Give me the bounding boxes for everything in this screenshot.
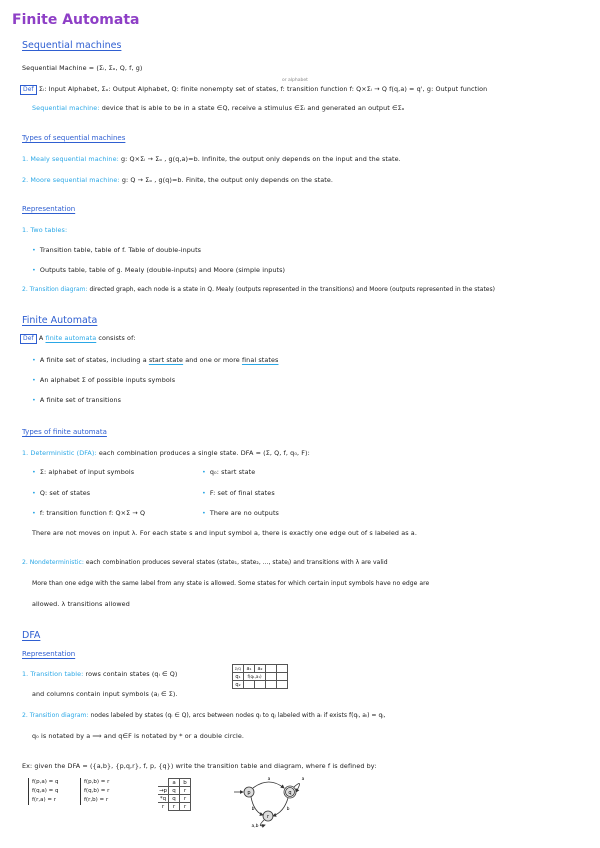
moore-term: 2. Moore sequential machine:	[22, 176, 120, 184]
mini-table-corner: Σ/Q	[233, 665, 244, 673]
mini-table-cell	[266, 673, 277, 681]
mini-table-col: a₂	[255, 665, 266, 673]
def-badge: Def	[20, 85, 37, 95]
dfa-grid-item	[202, 509, 279, 517]
mini-table-cell	[266, 681, 277, 689]
edge-label: a,b	[251, 824, 259, 829]
ex-table-cell: r	[180, 803, 191, 811]
dfa-grid-item	[32, 489, 90, 497]
bullet-dot: •	[32, 246, 36, 254]
ex-table-corner	[158, 779, 169, 787]
rep-bullet-transition-table	[32, 246, 201, 254]
bullet-dot: •	[32, 509, 36, 517]
dfa-grid-item	[202, 468, 255, 476]
example-transition-table	[158, 778, 191, 811]
fn-def: f(q,b) = r	[84, 788, 110, 794]
bullet-dot: •	[32, 266, 36, 274]
mini-table-cell	[266, 665, 277, 673]
ex-table-row-state: r	[158, 803, 169, 811]
ex-table-cell: r	[169, 803, 180, 811]
bullet-dot: •	[32, 396, 36, 404]
mini-table-cell	[277, 681, 288, 689]
final-states-term: final states	[241, 356, 279, 364]
function-definitions-right	[80, 778, 109, 805]
mini-table-row: q₂	[233, 681, 244, 689]
dfa-term: 1. Deterministic (DFA):	[22, 449, 97, 457]
ex-table-row-state: *q	[158, 795, 169, 803]
transition-table-item	[22, 670, 177, 678]
fa-def-term: finite automata	[45, 334, 97, 342]
bullet-dot: •	[32, 376, 36, 384]
mini-transition-table	[232, 664, 288, 689]
section-heading-finite-automata: Finite Automata	[22, 315, 98, 326]
nfa-item	[22, 559, 388, 566]
bullet-dot: •	[32, 489, 36, 497]
mini-table	[232, 664, 288, 689]
def-badge: Def	[20, 334, 37, 344]
bullet-dot: •	[32, 356, 36, 364]
bullet-dot: •	[202, 509, 206, 517]
dfa-grid-text: Q: set of states	[39, 489, 91, 497]
seq-definition-text: Σᵢ: Input Alphabet, Σₒ: Output Alphabet, Q: finite nonempty set of states, f: transition function f: Q×Σᵢ → Q f(q,a) = q', g: Output function	[38, 85, 488, 93]
mealy-item	[22, 155, 401, 163]
mini-table-cell	[277, 665, 288, 673]
edge-p-r	[251, 797, 263, 815]
dfa-grid-text: There are no outputs	[209, 509, 279, 517]
transition-table-term: 1. Transition table:	[22, 670, 84, 678]
mini-table-cell	[255, 681, 266, 689]
bullet-dot: •	[32, 468, 36, 476]
fn-def: f(r,a) = r	[32, 797, 56, 803]
edge-label: b	[286, 807, 290, 812]
ex-table-cell: r	[180, 795, 191, 803]
fn-def: f(p,b) = r	[84, 779, 110, 785]
transition-diagram-item	[22, 286, 495, 293]
seq-machine-description	[32, 104, 405, 112]
edge-r-r	[260, 820, 265, 826]
dfa-grid-text: f: transition function f: Q×Σ → Q	[39, 509, 146, 517]
transition-table-text: rows contain states (qᵢ ∈ Q)	[83, 670, 178, 678]
dfa-grid-item	[202, 489, 275, 497]
fa-bullet-transitions	[32, 396, 121, 404]
fa-def-post: consists of:	[96, 334, 136, 342]
ex-table-cell: r	[180, 787, 191, 795]
transition-diagram-dfa-item	[22, 712, 385, 719]
mini-table-cell	[244, 681, 255, 689]
section-heading-types-fa: Types of finite automata	[22, 428, 107, 436]
fn-def: f(r,b) = r	[84, 797, 109, 803]
transition-diagram-term: 2. Transition diagram:	[22, 286, 88, 293]
section-heading-dfa-representation: Representation	[22, 650, 76, 658]
dfa-text: each combination produces a single state. DFA = (Σ, Q, f, q₀, F):	[96, 449, 310, 457]
moore-item	[22, 176, 333, 184]
mealy-term: 1. Mealy sequential machine:	[22, 155, 119, 163]
section-heading-representation: Representation	[22, 205, 76, 213]
fn-def: f(p,a) = q	[32, 779, 59, 785]
transition-diagram-text: directed graph, each node is a state in Q. Mealy (outputs represented in the transitions) and Moore (outputs represented in the states)	[87, 286, 495, 293]
example-statement: Ex: given the DFA = ({a,b}, {p,q,r}, f, p, {q}) write the transition table and diagram, where f is defined by:	[22, 762, 377, 770]
state-label-q: q	[288, 790, 292, 796]
bullet-dot: •	[202, 468, 206, 476]
edge-label: a	[301, 777, 305, 782]
ex-table-cell: q	[169, 787, 180, 795]
section-heading-types-seq: Types of sequential machines	[22, 134, 126, 142]
ex-table-cell: q	[169, 795, 180, 803]
transition-diagram-dfa-term: 2. Transition diagram:	[22, 712, 89, 719]
start-state-term: start state	[148, 356, 184, 364]
edge-q-q	[294, 783, 300, 792]
function-definitions-left	[28, 778, 58, 805]
section-heading-dfa: DFA	[22, 630, 41, 641]
edge-p-q	[253, 782, 284, 788]
annotation-or-alphabet: or alphabet	[282, 78, 308, 83]
moore-text: g: Q → Σₒ , g(q)=b. Finite, the output only depends on the state.	[119, 176, 334, 184]
dfa-item	[22, 449, 310, 457]
nfa-text: each combination produces several states (state₁, state₂, ..., stateⱼ) and transitions with λ are valid	[83, 559, 388, 566]
state-label-r: r	[266, 814, 270, 820]
transition-diagram-dfa-text: nodes labeled by states (qᵢ ∈ Q), arcs between nodes qᵢ to qⱼ labeled with aᵢ if exists f(qᵢ, aᵢ) = qⱼ,	[88, 712, 386, 719]
fa-definition	[20, 334, 135, 344]
dfa-grid-text: F: set of final states	[209, 489, 275, 497]
ex-table-col: b	[180, 779, 191, 787]
ex-table-row-state: →p	[158, 787, 168, 794]
section-heading-sequential-machines: Sequential machines	[22, 40, 122, 51]
fa-bullet1-mid: and one or more	[183, 356, 242, 364]
edge-label: a	[267, 777, 271, 782]
bullet-dot: •	[202, 489, 206, 497]
page-title: Finite Automata	[12, 12, 140, 28]
ex-table-col: a	[169, 779, 180, 787]
mealy-text: g: Q×Σᵢ → Σₒ , g(q,a)=b. Infinite, the output only depends on the input and the state.	[118, 155, 401, 163]
mini-table-cell	[277, 673, 288, 681]
transition-diagram-dfa-text-2: q₀ is notated by a ⟹ and q∈F is notated by * or a double circle.	[32, 732, 244, 740]
dfa-grid-text: Σ: alphabet of input symbols	[39, 468, 135, 476]
two-tables-item: 1. Two tables:	[22, 226, 68, 234]
seq-machine-formula: Sequential Machine = (Σᵢ, Σₒ, Q, f, g)	[22, 64, 143, 72]
fa-bullet-text: A finite set of transitions	[39, 396, 122, 404]
mini-table-col: a₁	[244, 665, 255, 673]
state-label-p: p	[247, 790, 251, 796]
seq-machine-term: Sequential machine:	[32, 104, 100, 112]
fn-def: f(q,a) = q	[32, 788, 59, 794]
fa-bullet-alphabet	[32, 376, 175, 384]
example-table	[158, 778, 191, 811]
fa-bullet1-pre: A finite set of states, including a	[39, 356, 149, 364]
edge-label: b	[251, 807, 255, 812]
fa-def-pre: A	[38, 334, 46, 342]
dfa-grid-text: q₀: start state	[209, 468, 256, 476]
fa-bullet-states	[32, 356, 278, 364]
mini-table-row: q₁	[233, 673, 244, 681]
fa-bullet-text: An alphabet Σ of possible inputs symbols	[39, 376, 176, 384]
mini-table-cell: f(q₁,a₁)	[244, 673, 266, 681]
dfa-note: There are not moves on input λ. For each state s and input symbol a, there is exactly one edge out of s labeled as a.	[32, 529, 417, 537]
dfa-grid-item	[32, 509, 145, 517]
example-transition-diagram	[232, 770, 312, 830]
rep-bullet-outputs-table	[32, 266, 285, 274]
nfa-term: 2. Nondeterministic:	[22, 559, 84, 566]
nfa-note-1: More than one edge with the same label from any state is allowed. Some states for which certain input symbols have no edge are	[32, 580, 430, 587]
rep-bullet-text: Transition table, table of f. Table of double-inputs	[39, 246, 202, 254]
transition-table-text-2: and columns contain input symbols (aⱼ ∈ Σ).	[32, 690, 178, 698]
nfa-note-2: allowed. λ transitions allowed	[32, 600, 130, 608]
rep-bullet-text: Outputs table, table of g. Mealy (double-inputs) and Moore (simple inputs)	[39, 266, 286, 274]
seq-definition-line	[20, 85, 487, 95]
dfa-grid-item	[32, 468, 134, 476]
seq-machine-desc-text: device that is able to be in a state ∈Q, receive a stimulus ∈Σᵢ and generated an output ∈Σₒ	[99, 104, 405, 112]
